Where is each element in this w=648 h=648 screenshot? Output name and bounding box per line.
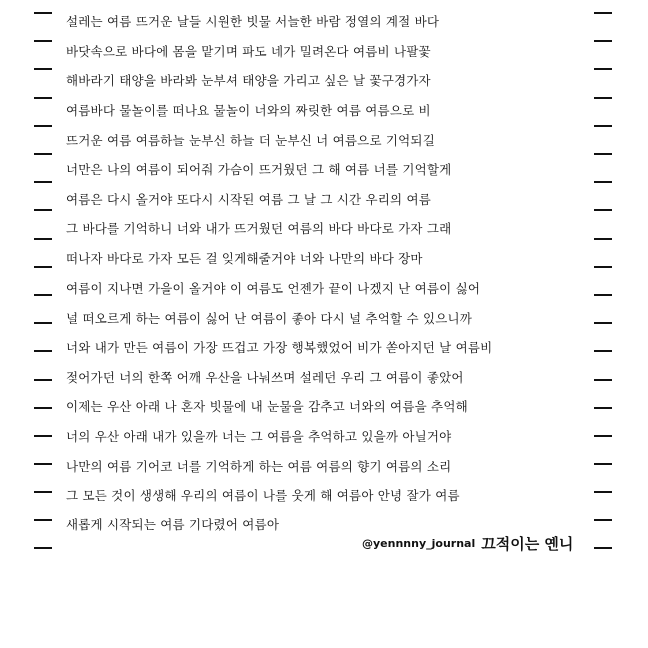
text-lines [66, 0, 586, 540]
rule-mark [34, 266, 52, 268]
signature-name: 끄적이는 옌니 [481, 535, 574, 553]
left-rule-marks [34, 0, 56, 648]
rule-mark [594, 350, 612, 352]
text-line: 해바라기 태양을 바라봐 눈부셔 태양을 가리고 싶은 날 꽃구경가자 [66, 73, 431, 88]
text-line: 이제는 우산 아래 나 혼자 빗물에 내 눈물을 감추고 너와의 여름을 추억해 [66, 399, 468, 414]
rule-mark [594, 547, 612, 549]
rule-mark [594, 68, 612, 70]
rule-mark [34, 68, 52, 70]
rule-mark [34, 519, 52, 521]
text-line: 새롭게 시작되는 여름 기다렸어 여름아 [66, 517, 280, 532]
rule-mark [34, 547, 52, 549]
text-line: 그 모든 것이 생생해 우리의 여름이 나를 웃게 해 여름아 안녕 잘가 여름 [66, 488, 460, 503]
rule-mark [34, 125, 52, 127]
rule-mark [594, 519, 612, 521]
text-line: 너의 우산 아래 내가 있을까 너는 그 여름을 추억하고 있을까 아닐거야 [66, 429, 452, 444]
text-line: 설레는 여름 뜨거운 날들 시원한 빗물 서늘한 바람 정열의 계절 바다 [66, 14, 440, 29]
rule-mark [594, 40, 612, 42]
rule-mark [594, 266, 612, 268]
text-line: 널 떠오르게 하는 여름이 싫어 난 여름이 좋아 다시 널 추억할 수 있으니까 [66, 311, 473, 326]
rule-mark [34, 407, 52, 409]
text-line: 그 바다를 기억하니 너와 내가 뜨거웠던 여름의 바다 바다로 가자 그래 [66, 221, 452, 236]
rule-mark [34, 40, 52, 42]
rule-mark [34, 153, 52, 155]
rule-mark [594, 12, 612, 14]
rule-mark [34, 181, 52, 183]
rule-mark [594, 181, 612, 183]
text-line: 너만은 나의 여름이 되어줘 가슴이 뜨거웠던 그 해 여름 너를 기억할게 [66, 162, 452, 177]
rule-mark [34, 238, 52, 240]
rule-mark [34, 97, 52, 99]
rule-mark [34, 491, 52, 493]
rule-mark [594, 491, 612, 493]
rule-mark [34, 294, 52, 296]
rule-mark [594, 125, 612, 127]
text-line: 뜨거운 여름 여름하늘 눈부신 하늘 더 눈부신 너 여름으로 기억되길 [66, 133, 435, 148]
text-line: 여름이 지나면 가을이 올거야 이 여름도 언젠가 끝이 나겠지 난 여름이 싫어 [66, 281, 481, 296]
text-line: 너와 내가 만든 여름이 가장 뜨겁고 가장 행복했었어 비가 쏟아지던 날 여름비 [66, 340, 493, 355]
rule-mark [594, 379, 612, 381]
rule-mark [34, 322, 52, 324]
rule-mark [34, 435, 52, 437]
rule-mark [34, 463, 52, 465]
text-line: 바닷속으로 바다에 몸을 맡기며 파도 네가 밀려온다 여름비 나팔꽃 [66, 44, 431, 59]
rule-mark [594, 238, 612, 240]
rule-mark [594, 322, 612, 324]
text-line: 나만의 여름 기어코 너를 기억하게 하는 여름 여름의 향기 여름의 소리 [66, 459, 452, 474]
right-rule-marks [594, 0, 616, 648]
rule-mark [594, 407, 612, 409]
text-line: 젖어가던 너의 한쪽 어깨 우산을 나눠쓰며 설레던 우리 그 여름이 좋았어 [66, 370, 464, 385]
rule-mark [594, 153, 612, 155]
rule-mark [34, 350, 52, 352]
rule-mark [594, 463, 612, 465]
text-line: 떠나자 바다로 가자 모든 걸 잊게해줄거야 너와 나만의 바다 장마 [66, 251, 423, 266]
rule-mark [34, 12, 52, 14]
rule-mark [594, 294, 612, 296]
rule-mark [34, 209, 52, 211]
signature [362, 528, 582, 554]
rule-mark [34, 379, 52, 381]
rule-mark [594, 97, 612, 99]
rule-mark [594, 209, 612, 211]
signature-handle: @yennnny_journal [362, 537, 476, 550]
rule-mark [594, 435, 612, 437]
text-line: 여름바다 물놀이를 떠나요 물놀이 너와의 짜릿한 여름 여름으로 비 [66, 103, 431, 118]
text-line: 여름은 다시 올거야 또다시 시작된 여름 그 날 그 시간 우리의 여름 [66, 192, 432, 207]
